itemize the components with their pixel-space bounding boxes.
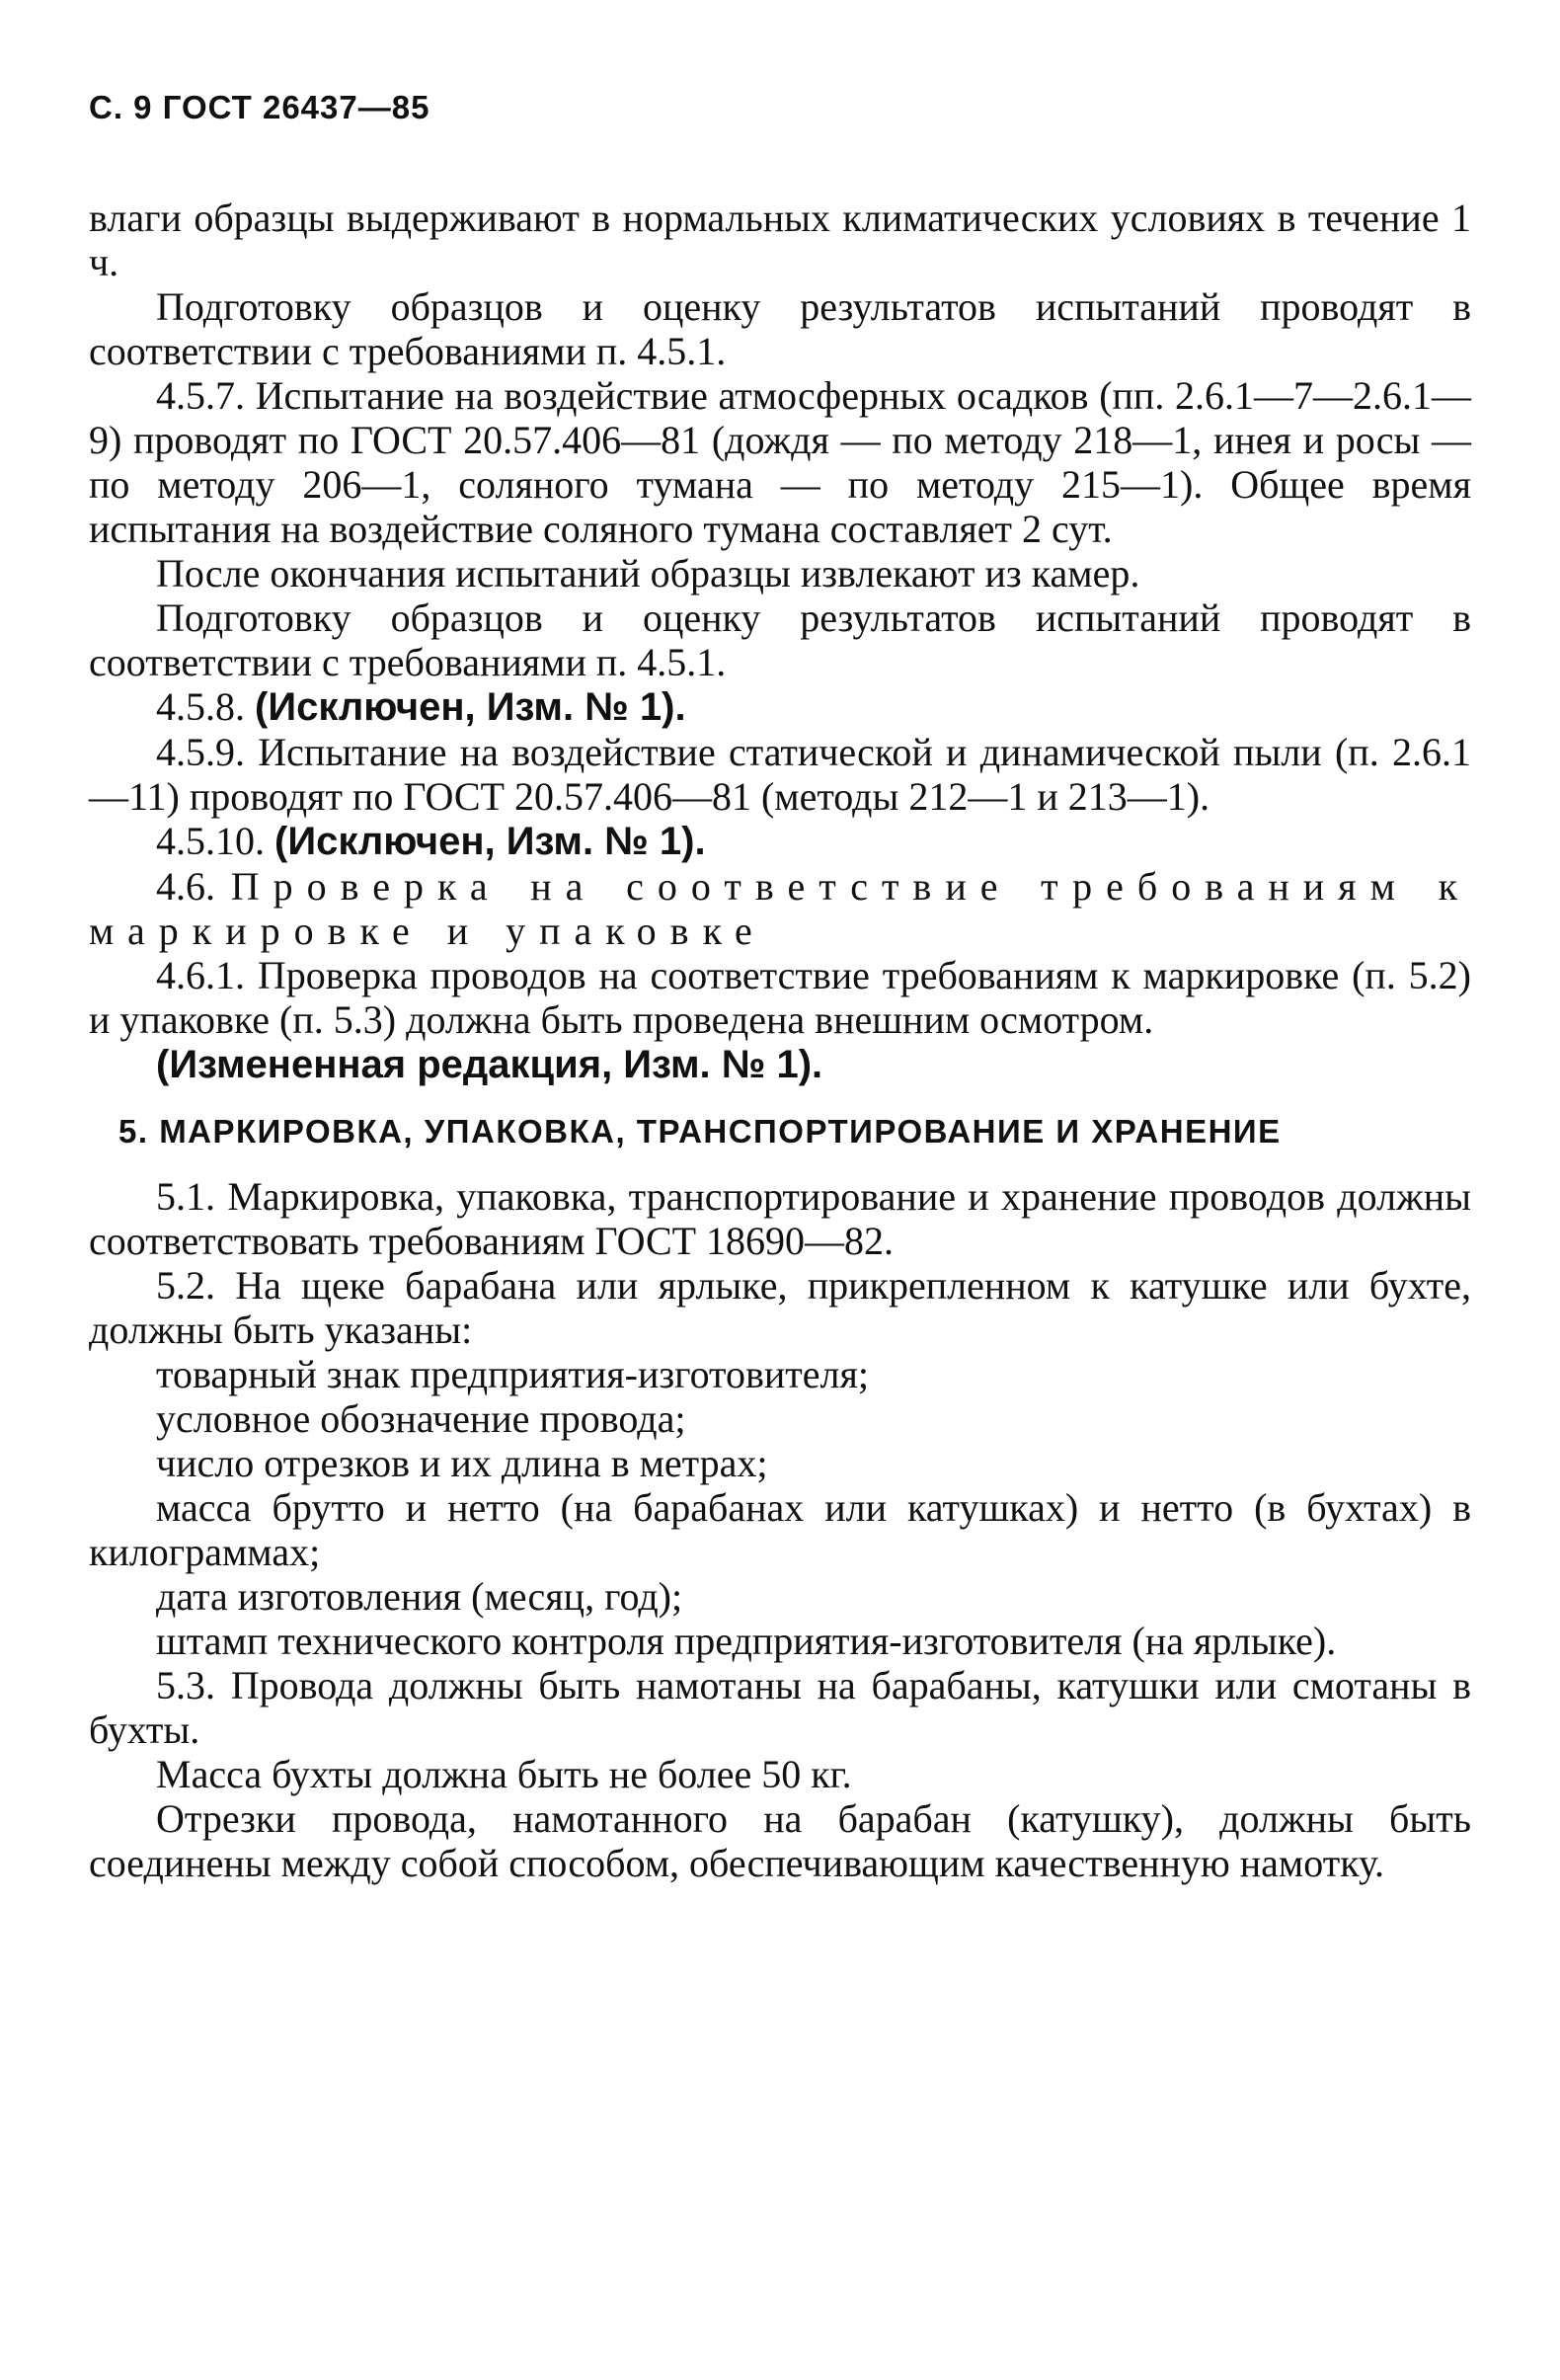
amended-note-text: (Измененная редакция, Изм. № 1). (156, 1043, 823, 1086)
paragraph-5-1: 5.1. Маркировка, упаковка, транспортирование и хранение проводов должны соответствовать требованиям ГОСТ 18690—82. (89, 1174, 1471, 1263)
paragraph-5-2: 5.2. На щеке барабана или ярлыке, прикрепленном к катушке или бухте, должны быть указаны: (89, 1263, 1471, 1352)
section-5-title: 5. МАРКИРОВКА, УПАКОВКА, ТРАНСПОРТИРОВАНИЕ И ХРАНЕНИЕ (118, 1113, 1282, 1150)
clause-number: 4.5.10. (156, 819, 274, 863)
paragraph: Отрезки провода, намотанного на барабан (катушку), должны быть соединены между собой способом, обеспечивающим качественную намотку. (89, 1796, 1471, 1885)
paragraph: Масса бухты должна быть не более 50 кг. (156, 1752, 852, 1796)
paragraph: Подготовку образцов и оценку результатов испытаний проводят в соответствии с требованиями п. 4.5.1. (89, 595, 1471, 684)
list-item: условное обозначение провода; (156, 1396, 686, 1441)
clause-number: 4.5.8. (156, 684, 255, 729)
list-item: штамп технического контроля предприятия-изготовителя (на ярлыке). (156, 1619, 1337, 1663)
paragraph-continuation: влаги образцы выдерживают в нормальных климатических условиях в течение 1 ч. (89, 196, 1471, 284)
paragraph-4-5-9: 4.5.9. Испытание на воздействие статической и динамической пыли (п. 2.6.1—11) проводят по ГОСТ 20.57.406—81 (методы 212—1 и 213—1). (89, 730, 1471, 819)
clause-number: 4.6. (156, 864, 231, 909)
page-header: С. 9 ГОСТ 26437—85 (89, 89, 430, 125)
paragraph-4-5-10 (89, 819, 1471, 864)
paragraph-5-3: 5.3. Провода должны быть намотаны на барабаны, катушки или смотаны в бухты. (89, 1663, 1471, 1752)
list-item: товарный знак предприятия-изготовителя; (156, 1352, 869, 1396)
spaced-heading: Проверка на соответствие требованиям к маркировке и упаковке (89, 864, 1472, 953)
document-page (89, 89, 1471, 1885)
excluded-note: (Исключен, Изм. № 1). (255, 685, 686, 729)
amended-note (89, 1042, 1471, 1087)
list-item: дата изготовления (месяц, год); (156, 1574, 683, 1619)
paragraph-4-5-7: 4.5.7. Испытание на воздействие атмосферных осадков (пп. 2.6.1—7—2.6.1—9) проводят по ГОСТ 20.57.406—81 (дождя — по методу 218—1, инея и росы — по методу 206—1, соляного тумана — по методу 215—1). Общее время испытания на воздействие соляного тумана составляет 2 сут. (89, 373, 1471, 551)
paragraph-4-6-1: 4.6.1. Проверка проводов на соответствие требованиям к маркировке (п. 5.2) и упаковке (п. 5.3) должна быть проведена внешним осмотром. (89, 953, 1471, 1042)
list-item: число отрезков и их длина в метрах; (156, 1441, 768, 1485)
paragraph: Подготовку образцов и оценку результатов испытаний проводят в соответствии с требованиями п. 4.5.1. (89, 284, 1471, 373)
paragraph: После окончания испытаний образцы извлекают из камер. (156, 551, 1140, 595)
excluded-note: (Исключен, Изм. № 1). (274, 820, 706, 863)
list-item: масса брутто и нетто (на барабанах или катушках) и нетто (в бухтах) в килограммах; (89, 1485, 1471, 1574)
paragraph-4-5-8 (89, 684, 1471, 730)
paragraph-4-6 (89, 864, 1471, 953)
